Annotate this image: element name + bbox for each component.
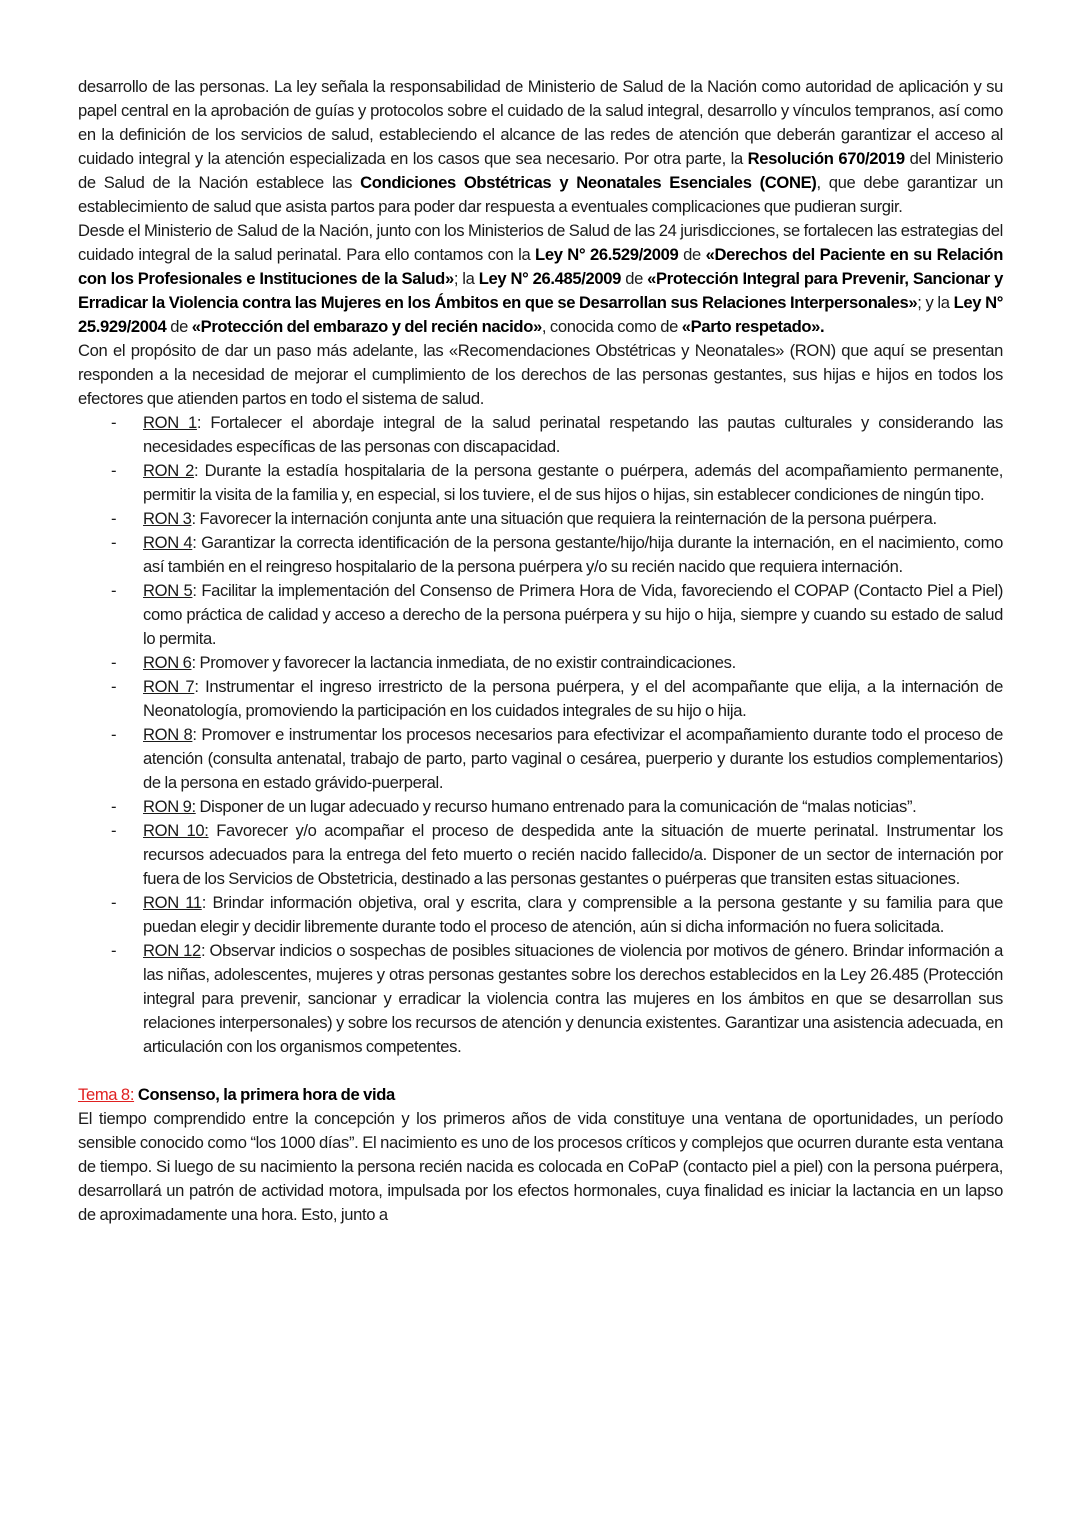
- ron-label: RON 6: [143, 653, 192, 672]
- list-dash: -: [111, 533, 117, 552]
- bold-text: «Derechos del Paciente en su Relación con los Profesionales e Instituciones de la Salud»: [78, 245, 1003, 288]
- ron-label: RON 8: [143, 725, 193, 744]
- bold-text: «Parto respetado».: [681, 317, 825, 336]
- bold-text: «Protección del embarazo y del recién nacido»: [191, 317, 542, 336]
- ron-item: [78, 795, 1003, 819]
- text-segment: ; la: [453, 269, 479, 288]
- ron-item: [78, 819, 1003, 891]
- list-dash: -: [111, 653, 117, 672]
- ron-text: : Brindar información objetiva, oral y escrita, clara y comprensible a la persona gestante y su familia para que puedan elegir y decidir libremente durante todo el proceso de atención, aún si dicha información no fuera solicitada.: [143, 893, 1003, 936]
- ron-label: RON 4: [143, 533, 193, 552]
- ron-label: RON 10:: [143, 821, 209, 840]
- ron-item: [78, 411, 1003, 459]
- bold-text: «Protección Integral para Prevenir, Sancionar y Erradicar la Violencia contra las Mujeres en los Ámbitos en que se Desarrollan sus Relaciones Interpersonales»: [78, 269, 1003, 312]
- list-dash: -: [111, 461, 117, 480]
- paragraph: [78, 339, 1003, 411]
- text-segment: del Ministerio de Salud de la Nación establece las: [78, 149, 1004, 192]
- text-segment: de: [166, 317, 192, 336]
- ron-label: RON 5: [143, 581, 193, 600]
- ron-label: RON 12: [143, 941, 201, 960]
- ron-item: [78, 531, 1003, 579]
- section-label: Tema 8:: [78, 1085, 135, 1104]
- text-segment: Con el propósito de dar un paso más adelante, las «Recomendaciones Obstétricas y Neonatales» (RON) que aquí se presentan responden a la necesidad de mejorar el cumplimiento de los derechos de las personas gestantes, sus hijas e hijos en todos los efectores que atienden partos en todo el sistema de salud.: [78, 341, 1003, 408]
- paragraph: [78, 219, 1003, 339]
- ron-item: [78, 675, 1003, 723]
- ron-text: : Fortalecer el abordaje integral de la salud perinatal respetando las pautas culturales y considerando las necesidades específicas de las personas con discapacidad.: [143, 413, 1004, 456]
- list-dash: -: [111, 821, 117, 840]
- text-segment: , conocida como de: [541, 317, 682, 336]
- ron-item: [78, 651, 1003, 675]
- ron-item: [78, 723, 1003, 795]
- ron-label: RON 1: [143, 413, 197, 432]
- list-dash: -: [111, 941, 117, 960]
- list-dash: -: [111, 797, 117, 816]
- bold-text: Ley N° 25.929/2004: [78, 293, 1003, 336]
- bold-text: Ley N° 26.485/2009: [478, 269, 621, 288]
- text-segment: de: [621, 269, 648, 288]
- ron-label: RON 11: [143, 893, 202, 912]
- ron-item: [78, 507, 1003, 531]
- ron-list: [78, 411, 1003, 1059]
- ron-text: : Promover e instrumentar los procesos necesarios para efectivizar el acompañamiento durante todo el proceso de atención (consulta antenatal, trabajo de parto, parto vaginal o cesárea, puerperio y durante los estudios complementarios) de la persona en estado grávido-puerperal.: [143, 725, 1004, 792]
- list-dash: -: [111, 509, 117, 528]
- section-heading: [78, 1083, 1003, 1107]
- text-segment: Desde el Ministerio de Salud de la Nación, junto con los Ministerios de Salud de las 24 jurisdicciones, se fortalecen las estrategias del cuidado integral de la salud perinatal. Para ello contamos con la: [78, 221, 1003, 264]
- list-dash: -: [111, 725, 117, 744]
- ron-label: RON 2: [143, 461, 195, 480]
- ron-text: : Durante la estadía hospitalaria de la persona gestante o puérpera, además del acompañamiento permanente, permitir la visita de la familia y, en especial, si los tuviere, el de sus hijos o hijas, sin establecer condiciones de ningún tipo.: [143, 461, 1003, 504]
- bold-text: Resolución 670/2019: [747, 149, 905, 168]
- ron-item: [78, 459, 1003, 507]
- ron-label: RON 7: [143, 677, 195, 696]
- list-dash: -: [111, 893, 117, 912]
- section-title: Consenso, la primera hora de vida: [134, 1085, 395, 1104]
- text-segment: de: [678, 245, 706, 264]
- section-body: El tiempo comprendido entre la concepción y los primeros años de vida constituye una ventana de oportunidades, un período sensible conocido como “los 1000 días”. El nacimiento es uno de los procesos críticos y complejos que ocurren durante esta ventana de tiempo. Si luego de su nacimiento la persona recién nacida es colocada en CoPaP (contacto piel a piel) con la persona puérpera, desarrollará un patrón de actividad motora, impulsada por los efectos hormonales, cuya finalidad es iniciar la lactancia en un lapso de aproximadamente una hora. Esto, junto a: [78, 1109, 1003, 1224]
- ron-text: : Favorecer la internación conjunta ante una situación que requiera la reinternación de la persona puérpera.: [191, 509, 937, 528]
- ron-item: [78, 579, 1003, 651]
- intro-paragraphs: [78, 75, 1003, 411]
- text-segment: ; y la: [917, 293, 954, 312]
- ron-label: RON 9:: [143, 797, 196, 816]
- ron-text: : Promover y favorecer la lactancia inmediata, de no existir contraindicaciones.: [191, 653, 736, 672]
- ron-text: : Facilitar la implementación del Consenso de Primera Hora de Vida, favoreciendo el COPAP (Contacto Piel a Piel) como práctica de calidad y acceso a derecho de la persona puérpera y su hijo o hija, siempre y cuando su estado de salud lo permita.: [143, 581, 1003, 648]
- ron-text: : Observar indicios o sospechas de posibles situaciones de violencia por motivos de género. Brindar información a las niñas, adolescentes, mujeres y otras personas gestantes sobre los derechos establecidos en la Ley 26.485 (Protección integral para prevenir, sancionar y erradicar la violencia contra las mujeres en los ámbitos en que se desarrollan sus relaciones interpersonales) y sobre los recursos de atención y denuncia existentes. Garantizar una asistencia adecuada, en articulación con los organismos competentes.: [143, 941, 1004, 1056]
- list-dash: -: [111, 413, 117, 432]
- bold-text: Ley N° 26.529/2009: [535, 245, 679, 264]
- text-segment: desarrollo de las personas. La ley señala la responsabilidad de Ministerio de Salud de la Nación como autoridad de aplicación y su papel central en la aprobación de guías y protocolos sobre el cuidado de la salud integral, desarrollo y vínculos tempranos, así como en la definición de los servicios de salud, estableciendo el alcance de las redes de atención que deberán garantizar el acceso al cuidado integral y la atención especializada en los casos que sea necesario. Por otra parte, la: [78, 77, 1003, 168]
- ron-text: Disponer de un lugar adecuado y recurso humano entrenado para la comunicación de “malas noticias”.: [195, 797, 917, 816]
- spacer: [78, 1059, 1003, 1083]
- list-dash: -: [111, 677, 117, 696]
- ron-item: [78, 891, 1003, 939]
- ron-text: : Instrumentar el ingreso irrestricto de la persona puérpera, y el del acompañante que elija, a la internación de Neonatología, promoviendo la participación en los cuidados integrales de su hijo o hija.: [143, 677, 1004, 720]
- list-dash: -: [111, 581, 117, 600]
- ron-text: Favorecer y/o acompañar el proceso de despedida ante la situación de muerte perinatal. Instrumentar los recursos adecuados para la entrega del feto muerto o recién nacido fallecido/a. Disponer de un sector de internación por fuera de los Servicios de Obstetricia, destinado a las personas gestantes o puérperas que transiten estas situaciones.: [143, 821, 1003, 888]
- bold-text: Condiciones Obstétricas y Neonatales Esenciales (CONE): [360, 173, 817, 192]
- document-page: [78, 75, 1003, 1227]
- ron-text: : Garantizar la correcta identificación de la persona gestante/hijo/hija durante la internación, en el nacimiento, como así también en el reingreso hospitalario de la persona puérpera y/o su recién nacido que requiera internación.: [143, 533, 1003, 576]
- ron-item: [78, 939, 1003, 1059]
- ron-label: RON 3: [143, 509, 192, 528]
- text-segment: , que debe garantizar un establecimiento de salud que asista partos para poder dar respuesta a eventuales complicaciones que pudieran surgir.: [78, 173, 1003, 216]
- paragraph: [78, 75, 1003, 219]
